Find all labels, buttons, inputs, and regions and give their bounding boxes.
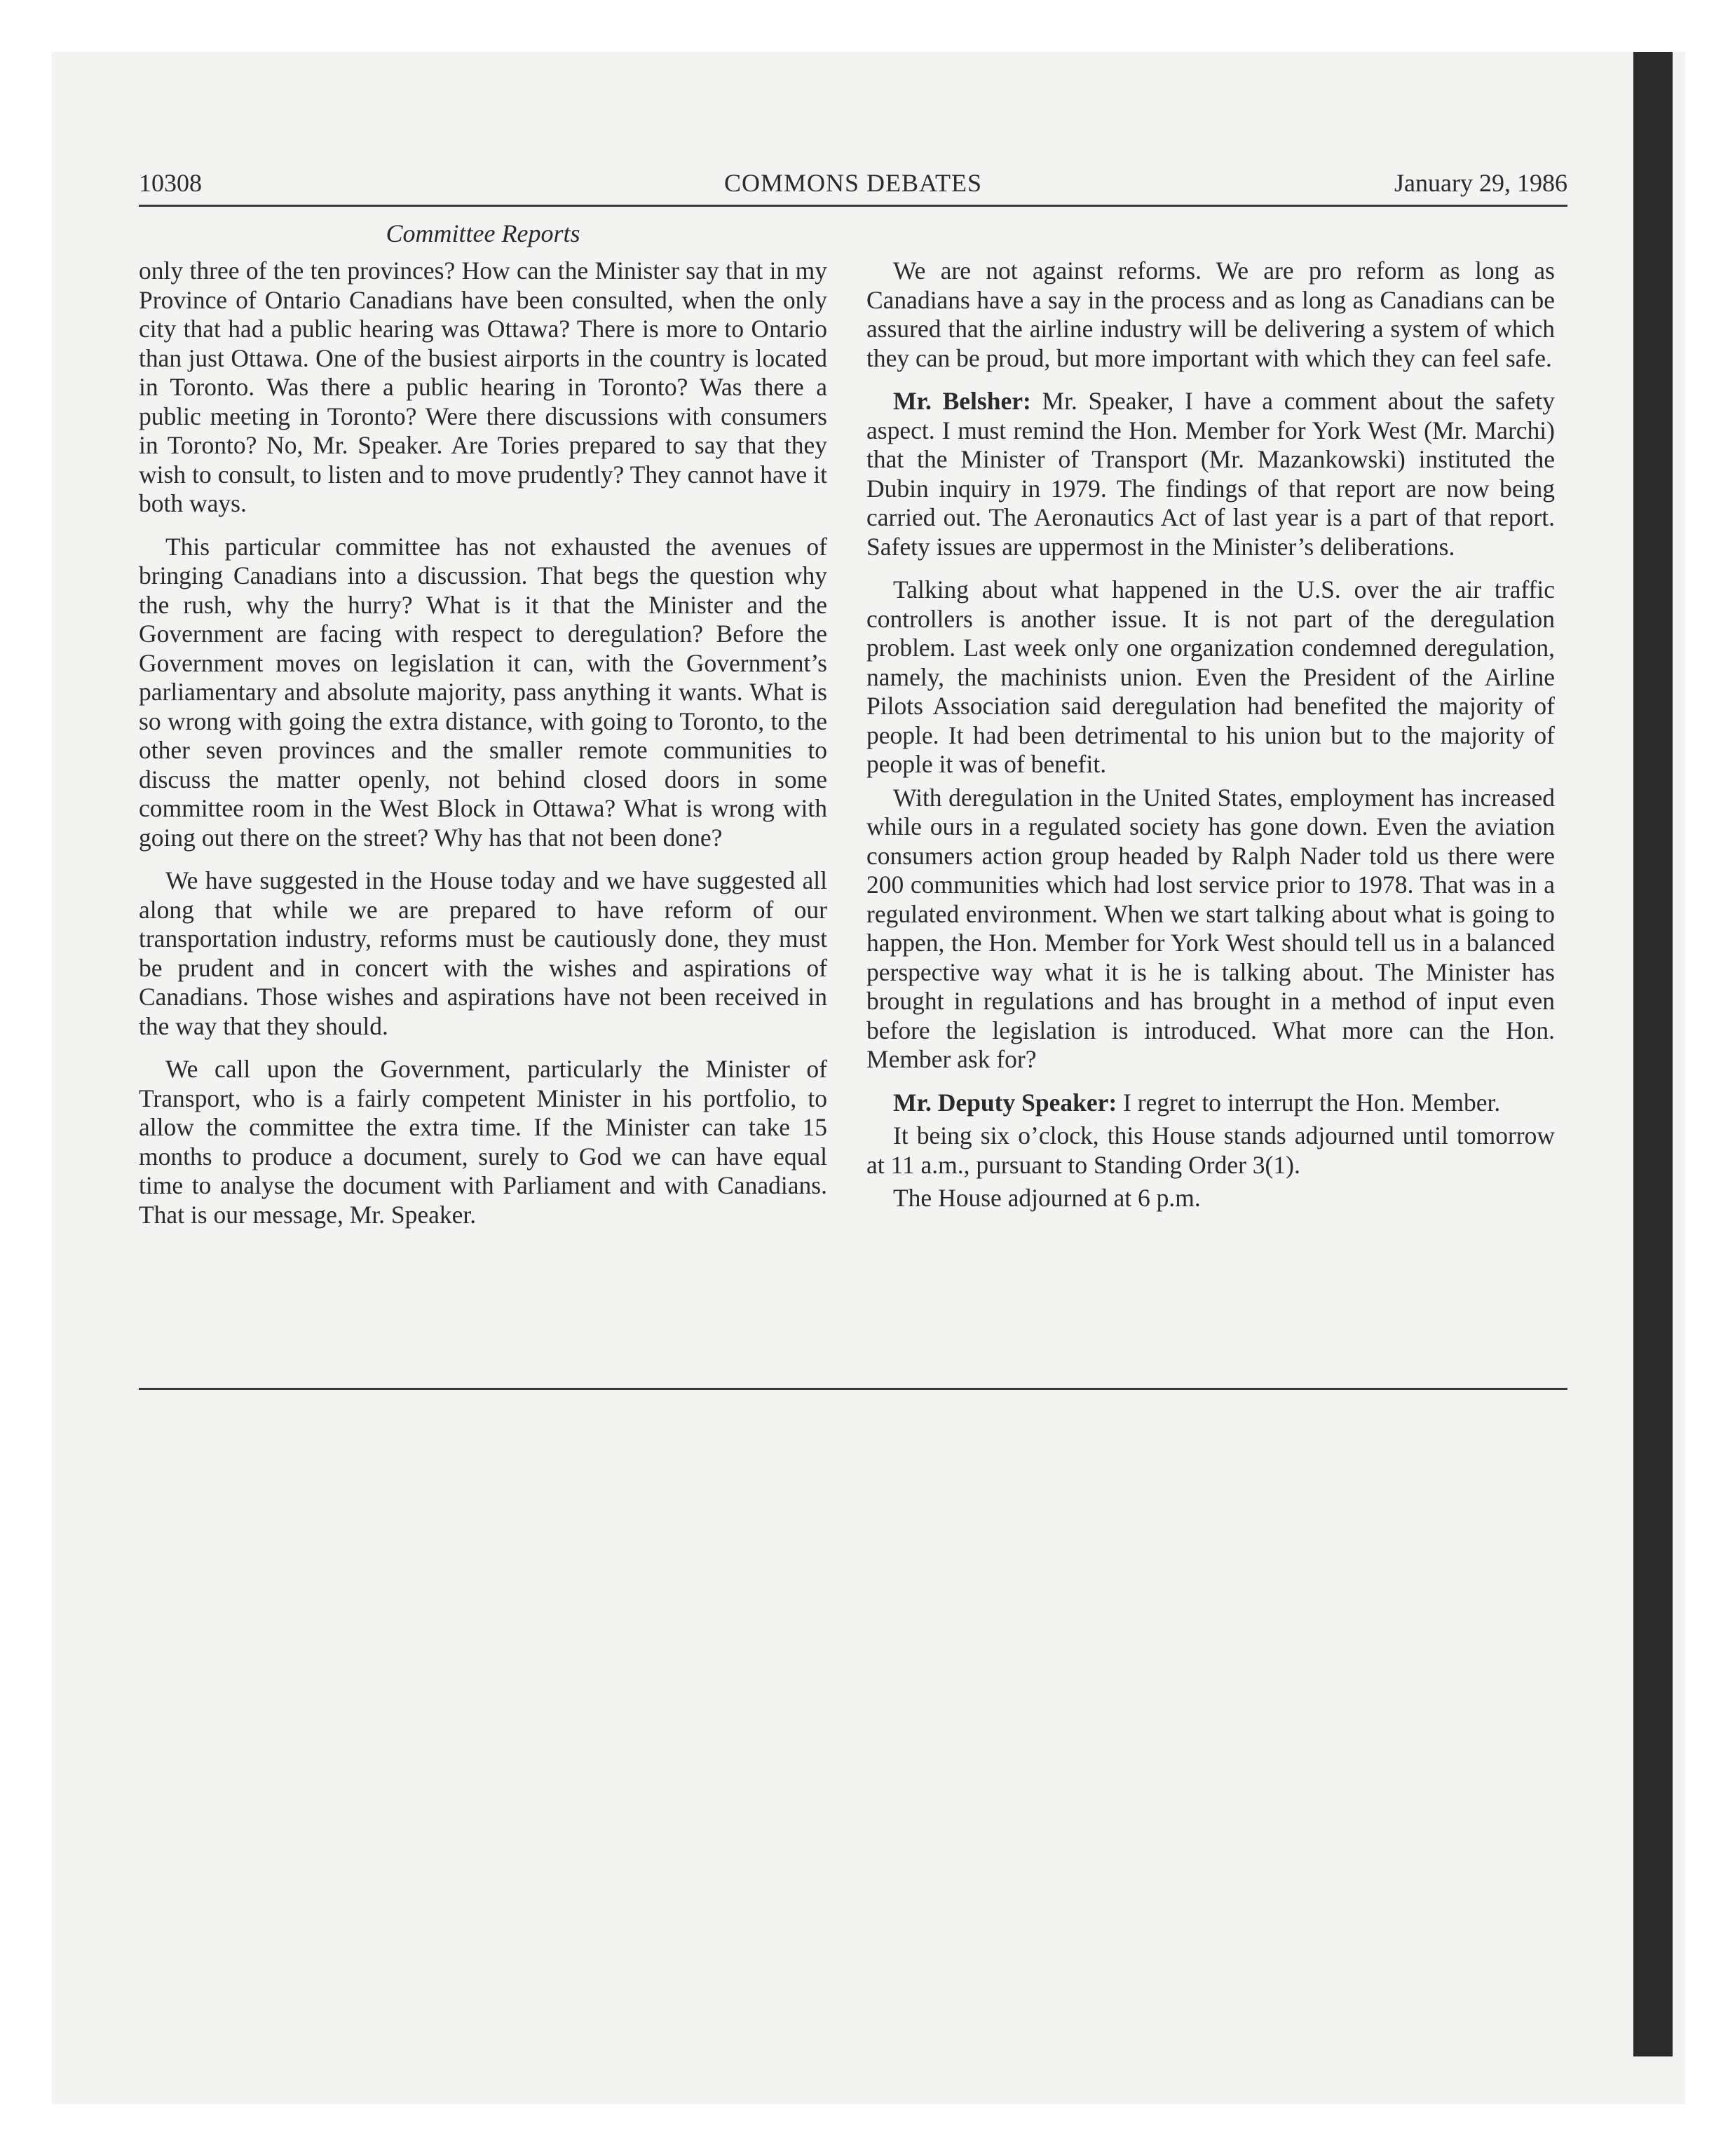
page-number: 10308	[139, 169, 202, 197]
publication-title: COMMONS DEBATES	[723, 169, 983, 197]
left-column	[139, 257, 827, 1243]
speech-text: I regret to interrupt the Hon. Member.	[1123, 1088, 1501, 1117]
section-title: Committee Reports	[386, 219, 580, 247]
bottom-rule	[139, 1388, 1567, 1390]
speech-text: Mr. Speaker, I have a comment about the safety aspect. I must remind the Hon. Member for York West (Mr. Marchi) that the Minister of Transport (Mr. Mazankowski) instituted the Dubin inquiry in 1979. The findings of that report are now being carried out. The Aeronautics Act of last year is a part of that report. Safety issues are uppermost in the Minister’s deliberations.	[866, 387, 1556, 561]
publication-date: January 29, 1986	[1394, 169, 1567, 197]
speaker-name: Mr. Belsher:	[893, 387, 1031, 415]
speech-deputy-speaker	[866, 1089, 1555, 1118]
paragraph: This particular committee has not exhausted the avenues of bringing Canadians into a discussion. That begs the question why the rush, why the hurry? What is it that the Minister and the Government are facing with respect to deregulation? Before the Government moves on legislation it can, with the Government’s parliamentary and absolute majority, pass anything it wants. What is so wrong with going the extra distance, with going to Toronto, to the other seven provinces and the smaller remote communities to discuss the matter openly, not behind closed doors in some committee room in the West Block in Ottawa? What is wrong with going out there on the street? Why has that not been done?	[139, 532, 827, 852]
right-column	[866, 257, 1555, 1227]
binder-edge	[1633, 52, 1673, 2056]
paragraph: It being six o’clock, this House stands adjourned until tomorrow at 11 a.m., pursuant to Standing Order 3(1).	[866, 1121, 1555, 1179]
paragraph: We are not against reforms. We are pro reform as long as Canadians have a say in the process and as long as Canadians can be assured that the airline industry will be delivering a system of which they can be proud, but more important with which they can feel safe.	[866, 257, 1555, 372]
page-header	[139, 167, 1567, 207]
paragraph: Talking about what happened in the U.S. over the air traffic controllers is another issue. It is not part of the deregulation problem. Last week only one organization condemned deregulation, namely, the machinists union. Even the President of the Airline Pilots Association said deregulation had benefited the majority of people. It had been detrimental to his union but to the majority of people it was of benefit.	[866, 575, 1555, 778]
paragraph: We have suggested in the House today and we have suggested all along that while we are prepared to have reform of our transportation industry, reforms must be cautiously done, they must be prudent and in concert with the wishes and aspirations of Canadians. Those wishes and aspirations have not been received in the way that they should.	[139, 866, 827, 1040]
paragraph: only three of the ten provinces? How can the Minister say that in my Province of Ontario Canadians have been consulted, when the only city that had a public hearing was Ottawa? There is more to Ontario than just Ottawa. One of the busiest airports in the country is located in Toronto. Was there a public hearing in Toronto? Was there a public meeting in Toronto? Were there discussions with consumers in Toronto? No, Mr. Speaker. Are Tories prepared to say that they wish to consult, to listen and to move prudently? They cannot have it both ways.	[139, 257, 827, 517]
speech-belsher	[866, 387, 1555, 561]
paragraph: The House adjourned at 6 p.m.	[893, 1184, 1201, 1212]
speaker-name: Mr. Deputy Speaker:	[893, 1088, 1117, 1117]
paragraph: We call upon the Government, particularly the Minister of Transport, who is a fairly competent Minister in his portfolio, to allow the committee the extra time. If the Minister can take 15 months to produce a document, surely to God we can have equal time to analyse the document with Parliament and with Canadians. That is our message, Mr. Speaker.	[139, 1055, 827, 1229]
paragraph: With deregulation in the United States, employment has increased while ours in a regulated society has gone down. Even the aviation consumers action group headed by Ralph Nader told us there were 200 communities which had lost service prior to 1978. That was in a regulated environment. When we start talking about what is going to happen, the Hon. Member for York West should tell us in a balanced perspective way what it is he is talking about. The Minister has brought in regulations and has brought in a method of input even before the legislation is introduced. What more can the Hon. Member ask for?	[866, 783, 1555, 1073]
